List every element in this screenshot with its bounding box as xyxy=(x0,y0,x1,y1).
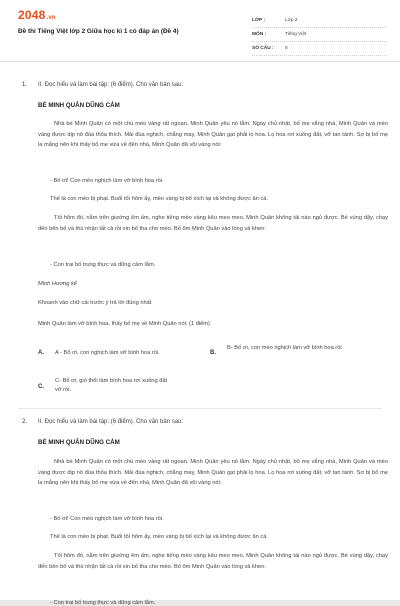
meta-row-count xyxy=(252,42,387,56)
question-instruction: II. Đọc hiểu và làm bài tập: (6 điểm). Cho văn bản sau: xyxy=(38,82,184,88)
meta-key: MÔN : xyxy=(252,32,267,37)
option-a-text[interactable]: A - Bố ơi, con nghịch làm vỡ bình hoa rồi. xyxy=(55,350,160,356)
story-paragraph: Nhà bé Minh Quân có một chú mèo vàng rất ngoan. Minh Quân yêu nó lắm. Ngày chủ nhật, bố mẹ vắng nhà, Minh Quân và mèo vàng được dịp nô đùa thỏa thích. Mải đùa nghịch, chẳng may, Minh Quân gạt phải lọ hoa. Lọ hoa rơi xuống đất, vỡ tan tành. Sợ bị bố mẹ la mắng nên khi thấy bố mẹ vừa về đến nhà, Minh Quân đã vội vàng nói: xyxy=(38,121,388,149)
story-title: BÉ MINH QUÂN DŨNG CẢM xyxy=(38,102,120,109)
story-line: - Con trai bố trung thực và dũng cảm lắm. xyxy=(50,600,156,606)
option-b-text[interactable]: B- Bố ơi, con mèo nghịch làm vỡ bình hoa rồi xyxy=(227,345,342,351)
option-b-letter[interactable]: B. xyxy=(210,350,216,356)
option-c-text[interactable]: C- Bố ơi, gió thổi làm bình hoa rơi xuống đất vỡ rồi. xyxy=(55,378,168,394)
story-paragraph: Tối hôm đó, nằm trên giường êm ấm, nghe tiếng mèo vàng kêu meo meo, Minh Quân không tài nào ngủ được. Bé vùng dậy, chạy đến bên bố và thú nhận tất cả rồi xin bố tha cho mèo. Bố ôm Minh Quân vào lòng và khen: xyxy=(38,553,388,570)
story-line: - Bố ơi! Con mèo nghịch làm vỡ bình hoa rồi. xyxy=(50,178,164,184)
option-c-letter[interactable]: C. xyxy=(38,384,44,390)
document-title: Đề thi Tiếng Việt lớp 2 Giữa học kì 1 có đáp án (Đề 4) xyxy=(18,28,179,35)
logo-tld: .vn xyxy=(46,15,56,21)
question-number: 1. xyxy=(22,82,28,88)
meta-row-subject xyxy=(252,28,387,42)
story-title: BÉ MINH QUÂN DŨNG CẢM xyxy=(38,439,120,446)
story-line: Thế là con mèo bị phạt. Buổi tối hôm ấy, mèo vàng bị bố xích lại và không được ăn cá. xyxy=(50,196,268,202)
meta-value: Lớp 2 xyxy=(285,18,298,23)
story-paragraph: Nhà bé Minh Quân có một chú mèo vàng rất ngoan. Minh Quân yêu nó lắm. Ngày chủ nhật, bố mẹ vắng nhà, Minh Quân và mèo vàng được dịp nô đùa thỏa thích. Mải đùa nghịch, chẳng may, Minh Quân gạt phải lọ hoa. Lọ hoa rơi xuống đất, vỡ tan tành. Sợ bị bố mẹ la mắng nên khi thấy bố mẹ vừa về đến nhà, Minh Quân đã vội vàng nói: xyxy=(38,459,388,487)
meta-row-class xyxy=(252,14,387,28)
meta-key: LỚP : xyxy=(252,18,266,23)
document-meta xyxy=(252,14,387,56)
story-line: - Bố ơi! Con mèo nghịch làm vỡ bình hoa rồi. xyxy=(50,516,164,522)
story-line: Thế là con mèo bị phạt. Buổi tối hôm ấy, mèo vàng bị bố xích lại và không được ăn cá. xyxy=(50,534,268,540)
question-number: 2. xyxy=(22,419,28,425)
question-instruction: II. Đọc hiểu và làm bài tập: (6 điểm). Cho văn bản sau: xyxy=(38,419,184,425)
page-header xyxy=(0,0,400,62)
option-a-letter[interactable]: A. xyxy=(38,350,44,356)
question-divider xyxy=(18,408,382,409)
story-line: - Con trai bố trung thực và dũng cảm lắm. xyxy=(50,262,156,268)
question-prompt: Minh Quân làm vỡ bình hoa, thấy bố mẹ về Minh Quân nói: (1 điểm) xyxy=(38,321,210,327)
story-paragraph: Tối hôm đó, nằm trên giường êm ấm, nghe tiếng mèo vàng kêu meo meo, Minh Quân không tài nào ngủ được. Bé vùng dậy, chạy đến bên bố và thú nhận tất cả rồi xin bố tha cho mèo. Bố ôm Minh Quân vào lòng và khen: xyxy=(38,215,388,232)
logo-text: 2048 xyxy=(18,8,46,22)
meta-value: Tiếng Việt xyxy=(285,32,307,37)
story-author: Minh Hương kể xyxy=(38,281,77,287)
site-logo[interactable] xyxy=(18,8,56,22)
meta-key: SỐ CÂU : xyxy=(252,46,274,51)
meta-value: 8 xyxy=(285,46,288,51)
question-task: Khoanh vào chữ cái trước ý trả lời đúng nhất xyxy=(38,300,152,306)
